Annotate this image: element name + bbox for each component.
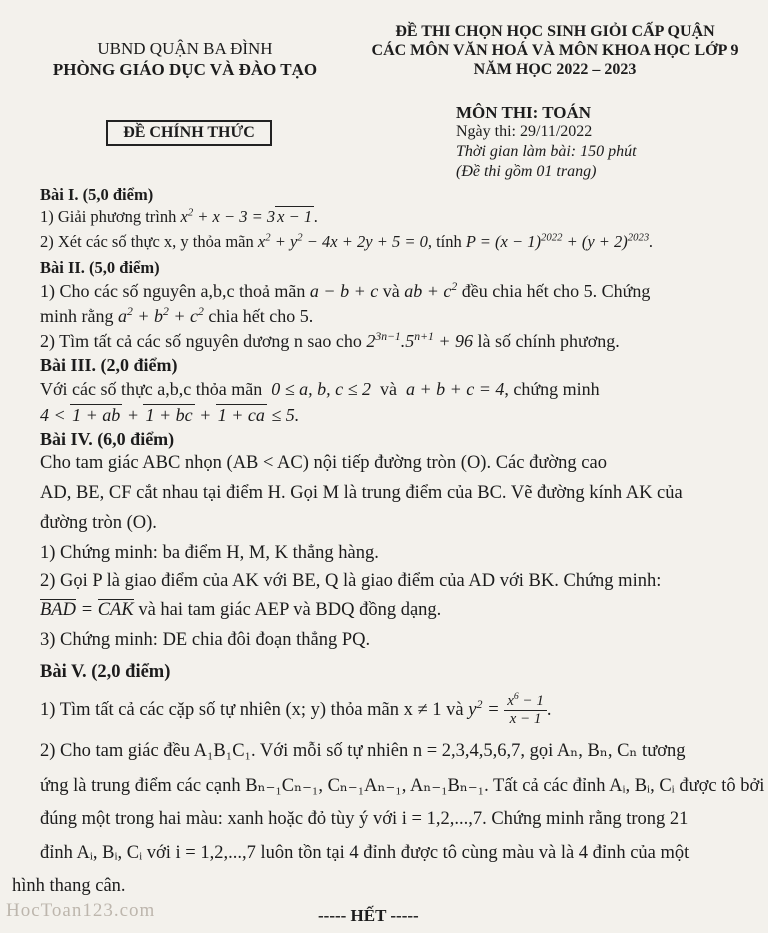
problem-2-q2: 2) Tìm tất cả các số nguyên dương n sao cho $2^{3n-1}.5^{n+1} + 96$ là số chính phương. [40,330,620,351]
end-marker: ----- HẾT ----- [318,906,419,925]
problem-2-q1-line1: 1) Cho các số nguyên a,b,c thoả mãn a − b + c và ab + $c^2$ đều chia hết cho 5. Chứng [40,280,651,301]
problem-3-line1: Với các số thực a,b,c thỏa mãn 0 ≤ a, b, c ≤ 2 và a + b + c = 4, chứng minh [40,379,600,399]
problem-4-q2b: BAD = CAK và hai tam giác AEP và BDQ đồng dạng. [40,600,442,620]
exam-subtitle: CÁC MÔN VĂN HOÁ VÀ MÔN KHOA HỌC LỚP 9 [371,42,739,59]
problem-4-line3: đường tròn (O). [40,513,157,533]
header-left [10,38,360,80]
problem-1-q1: 1) Giải phương trình $x^2 + x - 3 = 3$ x − 1 . [40,206,319,226]
header-right [340,22,768,79]
problem-4-title: Bài IV. (6,0 điểm) [40,429,175,449]
problem-5-q2-line1: 2) Cho tam giác đều A₁B₁C₁. Với mỗi số tự nhiên n = 2,3,4,5,6,7, gọi Aₙ, Bₙ, Cₙ tương [40,741,686,761]
district-name: UBND QUẬN BA ĐÌNH [97,39,273,58]
problem-4-line2: AD, BE, CF cắt nhau tại điểm H. Gọi M là trung điểm của BC. Vẽ đường kính AK của [40,483,683,503]
subject-label: MÔN THI: TOÁN [456,103,592,122]
problem-3-line2: 4 < 1 + ab + 1 + bc + 1 + ca ≤ 5. [40,405,300,425]
problem-1-q2: 2) Xét các số thực x, y thỏa mãn $x^2 + y^2 - 4x + 2y + 5 = 0$, tính $P = (x - 1)^{2022} + (y + 2)^{2023}$. [40,231,654,251]
problem-5-q2-line3: đúng một trong hai màu: xanh hoặc đỏ tùy ý với i = 1,2,...,7. Chứng minh rằng trong 21 [40,809,689,829]
problem-4-line1: Cho tam giác ABC nhọn (AB < AC) nội tiếp đường tròn (O). Các đường cao [40,453,607,473]
exam-date: Ngày thi: 29/11/2022 [456,123,593,140]
problem-5-q2-line5: hình thang cân. [12,876,126,896]
problem-5-q2-line4: đỉnh Aᵢ, Bᵢ, Cᵢ với i = 1,2,...,7 luôn tồn tại 4 đỉnh được tô cùng màu và là 4 đỉnh của một [40,843,690,863]
problem-4-q2: 2) Gọi P là giao điểm của AK với BE, Q là giao điểm của AD với BK. Chứng minh: [40,571,662,591]
problem-3-title: Bài III. (2,0 điểm) [40,355,178,375]
official-badge: ĐỀ CHÍNH THỨC [106,120,272,146]
problem-4-q1: 1) Chứng minh: ba điểm H, M, K thẳng hàng. [40,543,379,563]
watermark: HocToan123.com [6,900,156,921]
problem-5-title: Bài V. (2,0 điểm) [40,662,171,682]
problem-5-q1: 1) Tìm tất cả các cặp số tự nhiên (x; y) thỏa mãn x ≠ 1 và $y^2$ = $\frac{x^6 - 1}{x - 1}$ . [40,691,552,727]
school-year: NĂM HỌC 2022 – 2023 [473,61,637,78]
problem-2-title: Bài II. (5,0 điểm) [40,258,160,277]
problem-1-title: Bài I. (5,0 điểm) [40,185,154,204]
exam-title: ĐỀ THI CHỌN HỌC SINH GIỎI CẤP QUẬN [395,23,715,40]
problem-5-q2-line2: ứng là trung điểm các cạnh Bₙ₋₁Cₙ₋₁, Cₙ₋₁Aₙ₋₁, Aₙ₋₁Bₙ₋₁. Tất cả các đỉnh Aᵢ, Bᵢ, Cᵢ được tô bởi [40,776,765,796]
problem-4-q3: 3) Chứng minh: DE chia đôi đoạn thẳng PQ. [40,630,371,650]
problem-2-q1-line2: minh rằng $a^2 + b^2 + c^2$ chia hết cho 5. [40,305,314,326]
page-count: (Đề thi gồm 01 trang) [456,163,597,180]
department-name: PHÒNG GIÁO DỤC VÀ ĐÀO TẠO [52,60,318,79]
exam-duration: Thời gian làm bài: 150 phút [456,143,637,160]
